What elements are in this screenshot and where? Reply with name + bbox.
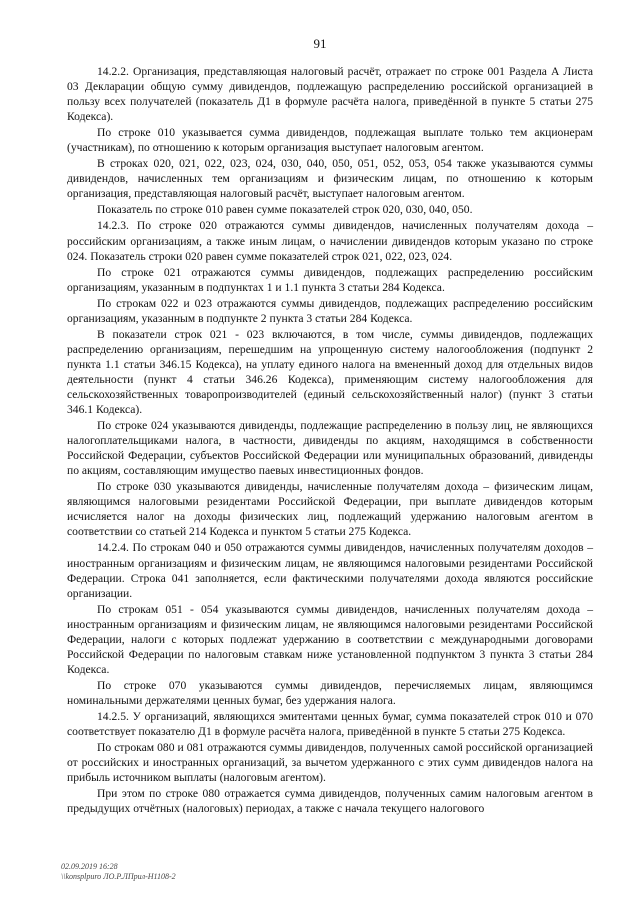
- paragraph: По строке 070 указываются суммы дивидендов, перечисляемых лицам, являющимся номинальными держателями ценных бумаг, без удержания налога.: [67, 678, 593, 707]
- paragraph: По строкам 051 - 054 указываются суммы дивидендов, начисленных получателям дохода – иностранным организациям и физическим лицам, не являющимся налоговыми резидентами Российской Федерации, налоги с которых подлежат удержанию в соответствии с международными договорами Российской Федерации по налоговым ставкам ниже установленной подпунктом 3 пункта 3 статьи 284 Кодекса.: [67, 602, 593, 676]
- document-body: [67, 64, 593, 817]
- paragraph-14-2-2: 14.2.2. Организация, представляющая налоговый расчёт, отражает по строке 001 Раздела А Листа 03 Декларации общую сумму дивидендов, подлежащую распределению российской организацией в пользу всех получателей (показатель Д1 в формуле расчёта налога, приведённой в пункте 5 статьи 275 Кодекса).: [67, 65, 593, 124]
- paragraph: По строке 024 указываются дивиденды, подлежащие распределению в пользу лиц, не являющихся налогоплательщиками налога, в частности, дивиденды по акциям, находящимся в собственности Российской Федерации, субъектов Российской Федерации или муниципальных образований, дивиденды по акциям, составляющим имущество паевых инвестиционных фондов.: [67, 419, 593, 478]
- paragraph: По строкам 022 и 023 отражаются суммы дивидендов, подлежащих распределению российским организациям, указанным в подпункте 2 пункта 3 статьи 284 Кодекса.: [67, 296, 593, 325]
- paragraph: При этом по строке 080 отражается сумма дивидендов, полученных самим налоговым агентом в предыдущих отчётных (налоговых) периодах, а также с начала текущего налогового: [67, 787, 593, 816]
- paragraph: По строке 010 указывается сумма дивидендов, подлежащая выплате только тем акционерам (участникам), по отношению к которым организация выступает налоговым агентом.: [67, 126, 593, 155]
- footer-timestamp: 02.09.2019 16:28: [61, 862, 118, 871]
- page-number: 91: [313, 36, 327, 51]
- paragraph-14-2-3: 14.2.3. По строке 020 отражаются суммы дивидендов, начисленных получателям дохода – российским организациям, а также иным лицам, о начислении дивидендов которым указано по строке 024. Показатель строки 020 равен сумме показателей строк 021, 022, 023, 024.: [67, 219, 593, 263]
- paragraph: По строкам 080 и 081 отражаются суммы дивидендов, полученных самой российской организацией от российских и иностранных организаций, за вычетом удержанного с этих сумм дивидендов налога на прибыль источником выплаты (налоговым агентом).: [67, 741, 593, 785]
- footer-file-path: \\konsplpuro ЛО.Р.ЛПрил-Н1108-2: [61, 872, 176, 881]
- paragraph-14-2-5: 14.2.5. У организаций, являющихся эмитентами ценных бумаг, сумма показателей строк 010 и 070 соответствует показателю Д1 в формуле расчёта налога, приведённой в пункте 5 статьи 275 Кодекса.: [67, 709, 593, 739]
- paragraph: По строке 021 отражаются суммы дивидендов, подлежащих распределению российским организациям, указанным в подпунктах 1 и 1.1 пункта 3 статьи 284 Кодекса.: [67, 265, 593, 294]
- paragraph-14-2-4: 14.2.4. По строкам 040 и 050 отражаются суммы дивидендов, начисленных получателям доходов – иностранным организациям и физическим лицам, не являющимся налоговыми резидентами Российской Федерации. Строка 041 заполняется, если фактическими получателями дохода являются российские организации.: [67, 541, 593, 600]
- print-footer: [61, 862, 176, 882]
- paragraph: По строке 030 указываются дивиденды, начисленные получателям дохода – физическим лицам, являющимся налоговыми резидентами Российской Федерации, при выплате дивидендов которым исчисляется налог на доходы физических лиц, подлежащий удержанию налоговым агентом в соответствии со статьей 214 Кодекса и пунктом 5 статьи 275 Кодекса.: [67, 480, 593, 539]
- paragraph: В показатели строк 021 - 023 включаются, в том числе, суммы дивидендов, подлежащих распределению организациям, перешедшим на упрощенную систему налогообложения (подпункт 2 пункта 1.1 статьи 346.15 Кодекса), на уплату единого налога на вмененный доход для отдельных видов деятельности (пункт 4 статьи 346.26 Кодекса), применяющим систему налогообложения для сельскохозяйственных товаропроизводителей (единый сельскохозяйственный налог) (пункт 3 статьи 346.1 Кодекса).: [67, 327, 593, 417]
- paragraph: В строках 020, 021, 022, 023, 024, 030, 040, 050, 051, 052, 053, 054 также указываются суммы дивидендов, начисленных тем организациям и физическим лицам, по отношению к которым организация, представляющая налоговый расчёт, выступает налоговым агентом.: [67, 157, 593, 201]
- paragraph: Показатель по строке 010 равен сумме показателей строк 020, 030, 040, 050.: [97, 203, 473, 217]
